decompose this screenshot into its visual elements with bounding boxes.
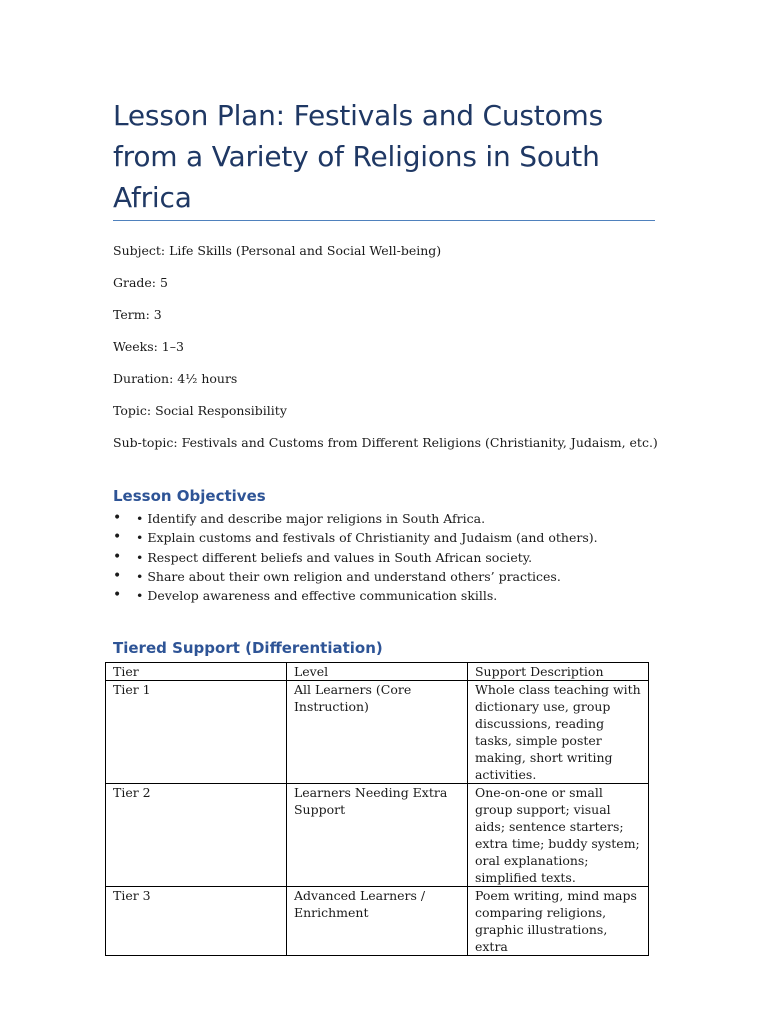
objective-text: • Develop awareness and effective communication skills.	[136, 588, 498, 604]
title-underline-divider	[113, 220, 655, 221]
table-cell: Tier 1	[106, 681, 287, 784]
table-header-cell: Level	[286, 663, 467, 681]
objective-text: • Respect different beliefs and values in South African society.	[136, 549, 533, 565]
table-header-cell: Tier	[106, 663, 287, 681]
table-header-row	[106, 663, 649, 681]
bullet-icon: •	[113, 548, 122, 565]
meta-duration: Duration: 4½ hours	[113, 371, 238, 386]
table-row	[106, 784, 649, 887]
table-cell: Whole class teaching with dictionary use, group discussions, reading tasks, simple poster making, short writing activities.	[467, 681, 648, 784]
table-cell: Advanced Learners / Enrichment	[286, 887, 467, 956]
objective-text: • Explain customs and festivals of Christianity and Judaism (and others).	[136, 530, 598, 546]
table-row	[106, 681, 649, 784]
tiers-heading: Tiered Support (Differentiation)	[113, 639, 383, 657]
bullet-icon: •	[113, 529, 122, 546]
table-row	[106, 887, 649, 956]
bullet-icon: •	[113, 510, 122, 526]
table-cell: Tier 3	[106, 887, 287, 956]
meta-subtopic: Sub-topic: Festivals and Customs from Different Religions (Christianity, Judaism, etc.)	[113, 435, 658, 450]
table-cell: Tier 2	[106, 784, 287, 887]
tiers-table	[105, 662, 649, 956]
table-header-cell: Support Description	[467, 663, 648, 681]
table-cell: All Learners (Core Instruction)	[286, 681, 467, 784]
objective-text: • Share about their own religion and understand others’ practices.	[136, 568, 561, 584]
table-cell: Learners Needing Extra Support	[286, 784, 467, 887]
table-cell: Poem writing, mind maps comparing religions, graphic illustrations, extra	[467, 887, 648, 956]
meta-weeks: Weeks: 1–3	[113, 339, 184, 354]
meta-subject: Subject: Life Skills (Personal and Social Well-being)	[113, 243, 442, 258]
bullet-icon: •	[113, 567, 122, 584]
meta-topic: Topic: Social Responsibility	[113, 403, 287, 418]
meta-term: Term: 3	[113, 307, 162, 322]
objectives-heading: Lesson Objectives	[113, 487, 266, 505]
document-title: Lesson Plan: Festivals and Customs from a Variety of Religions in South Africa	[113, 99, 603, 214]
table-cell: One-on-one or small group support; visual aids; sentence starters; extra time; buddy system; oral explanations; simplified texts.	[467, 784, 648, 887]
meta-grade: Grade: 5	[113, 275, 168, 290]
bullet-icon: •	[113, 587, 122, 604]
objective-text: • Identify and describe major religions in South Africa.	[136, 511, 486, 526]
